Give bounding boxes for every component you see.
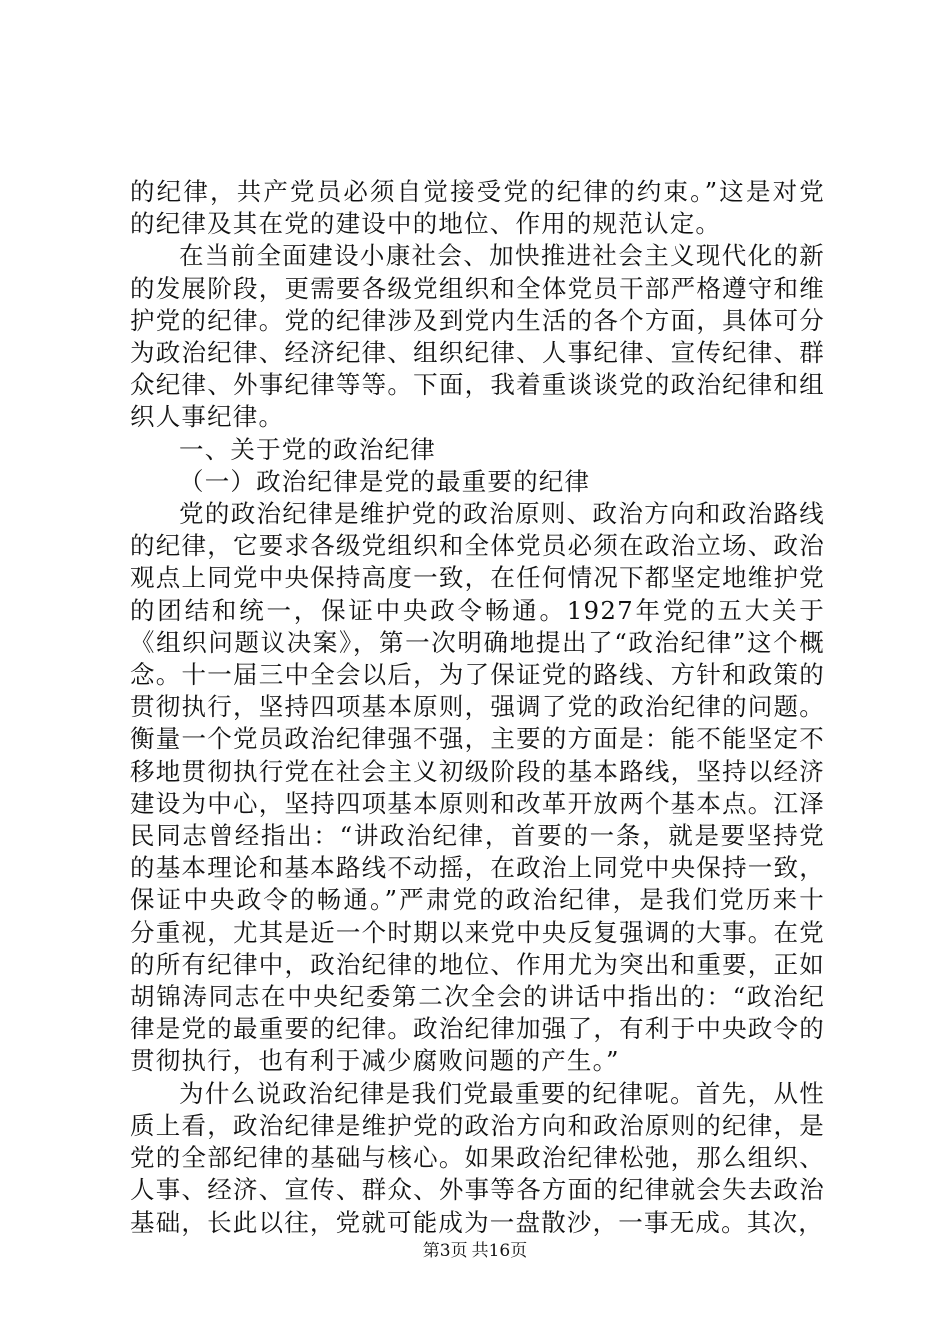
paragraph-4: 为什么说政治纪律是我们党最重要的纪律呢。首先，从性质上看，政治纪律是维护党的政治方向和政治原则的纪律，是党的全部纪律的基础与核心。如果政治纪律松弛，那么组织、人事、经济、宣传、群众、外事等各方面的纪律就会失去政治基础，长此以往，党就可能成为一盘散沙，一事无成。其次，: [130, 1078, 825, 1237]
subsection-heading: （一）政治纪律是党的最重要的纪律: [179, 466, 591, 496]
document-body: [130, 176, 825, 1239]
page-total: 共16页: [471, 1241, 528, 1261]
page-footer: [0, 1240, 950, 1262]
section-heading: 一、关于党的政治纪律: [179, 434, 436, 464]
paragraph-3: 党的政治纪律是维护党的政治原则、政治方向和政治路线的纪律，它要求各级党组织和全体党员必须在政治立场、政治观点上同党中央保持高度一致，在任何情况下都坚定地维护党的团结和统一，保证中央政令畅通。1927年党的五大关于《组织问题议决案》，第一次明确地提出了“政治纪律”这个概念。十一届三中全会以后，为了保证党的路线、方针和政策的贯彻执行，坚持四项基本原则，强调了党的政治纪律的问题。衡量一个党员政治纪律强不强，主要的方面是：能不能坚定不移地贯彻执行党在社会主义初级阶段的基本路线，坚持以经济建设为中心，坚持四项基本原则和改革开放两个基本点。江泽民同志曾经指出：“讲政治纪律，首要的一条，就是要坚持党的基本理论和基本路线不动摇，在政治上同党中央保持一致，保证中央政令的畅通。”严肃党的政治纪律，是我们党历来十分重视，尤其是近一个时期以来党中央反复强调的大事。在党的所有纪律中，政治纪律的地位、作用尤为突出和重要，正如胡锦涛同志在中央纪委第二次全会的讲话中指出的：“政治纪律是党的最重要的纪律。政治纪律加强了，有利于中央政令的贯彻执行，也有利于减少腐败问题的产生。”: [130, 499, 825, 1076]
page-number: 第3页: [422, 1241, 468, 1261]
paragraph-1: 的纪律，共产党员必须自觉接受党的纪律的约束。”这是对党的纪律及其在党的建设中的地位、作用的规范认定。: [130, 177, 825, 239]
paragraph-2: 在当前全面建设小康社会、加快推进社会主义现代化的新的发展阶段，更需要各级党组织和全体党员干部严格遵守和维护党的纪律。党的纪律涉及到党内生活的各个方面，具体可分为政治纪律、经济纪律、组织纪律、人事纪律、宣传纪律、群众纪律、外事纪律等等。下面，我着重谈谈党的政治纪律和组织人事纪律。: [130, 241, 825, 432]
